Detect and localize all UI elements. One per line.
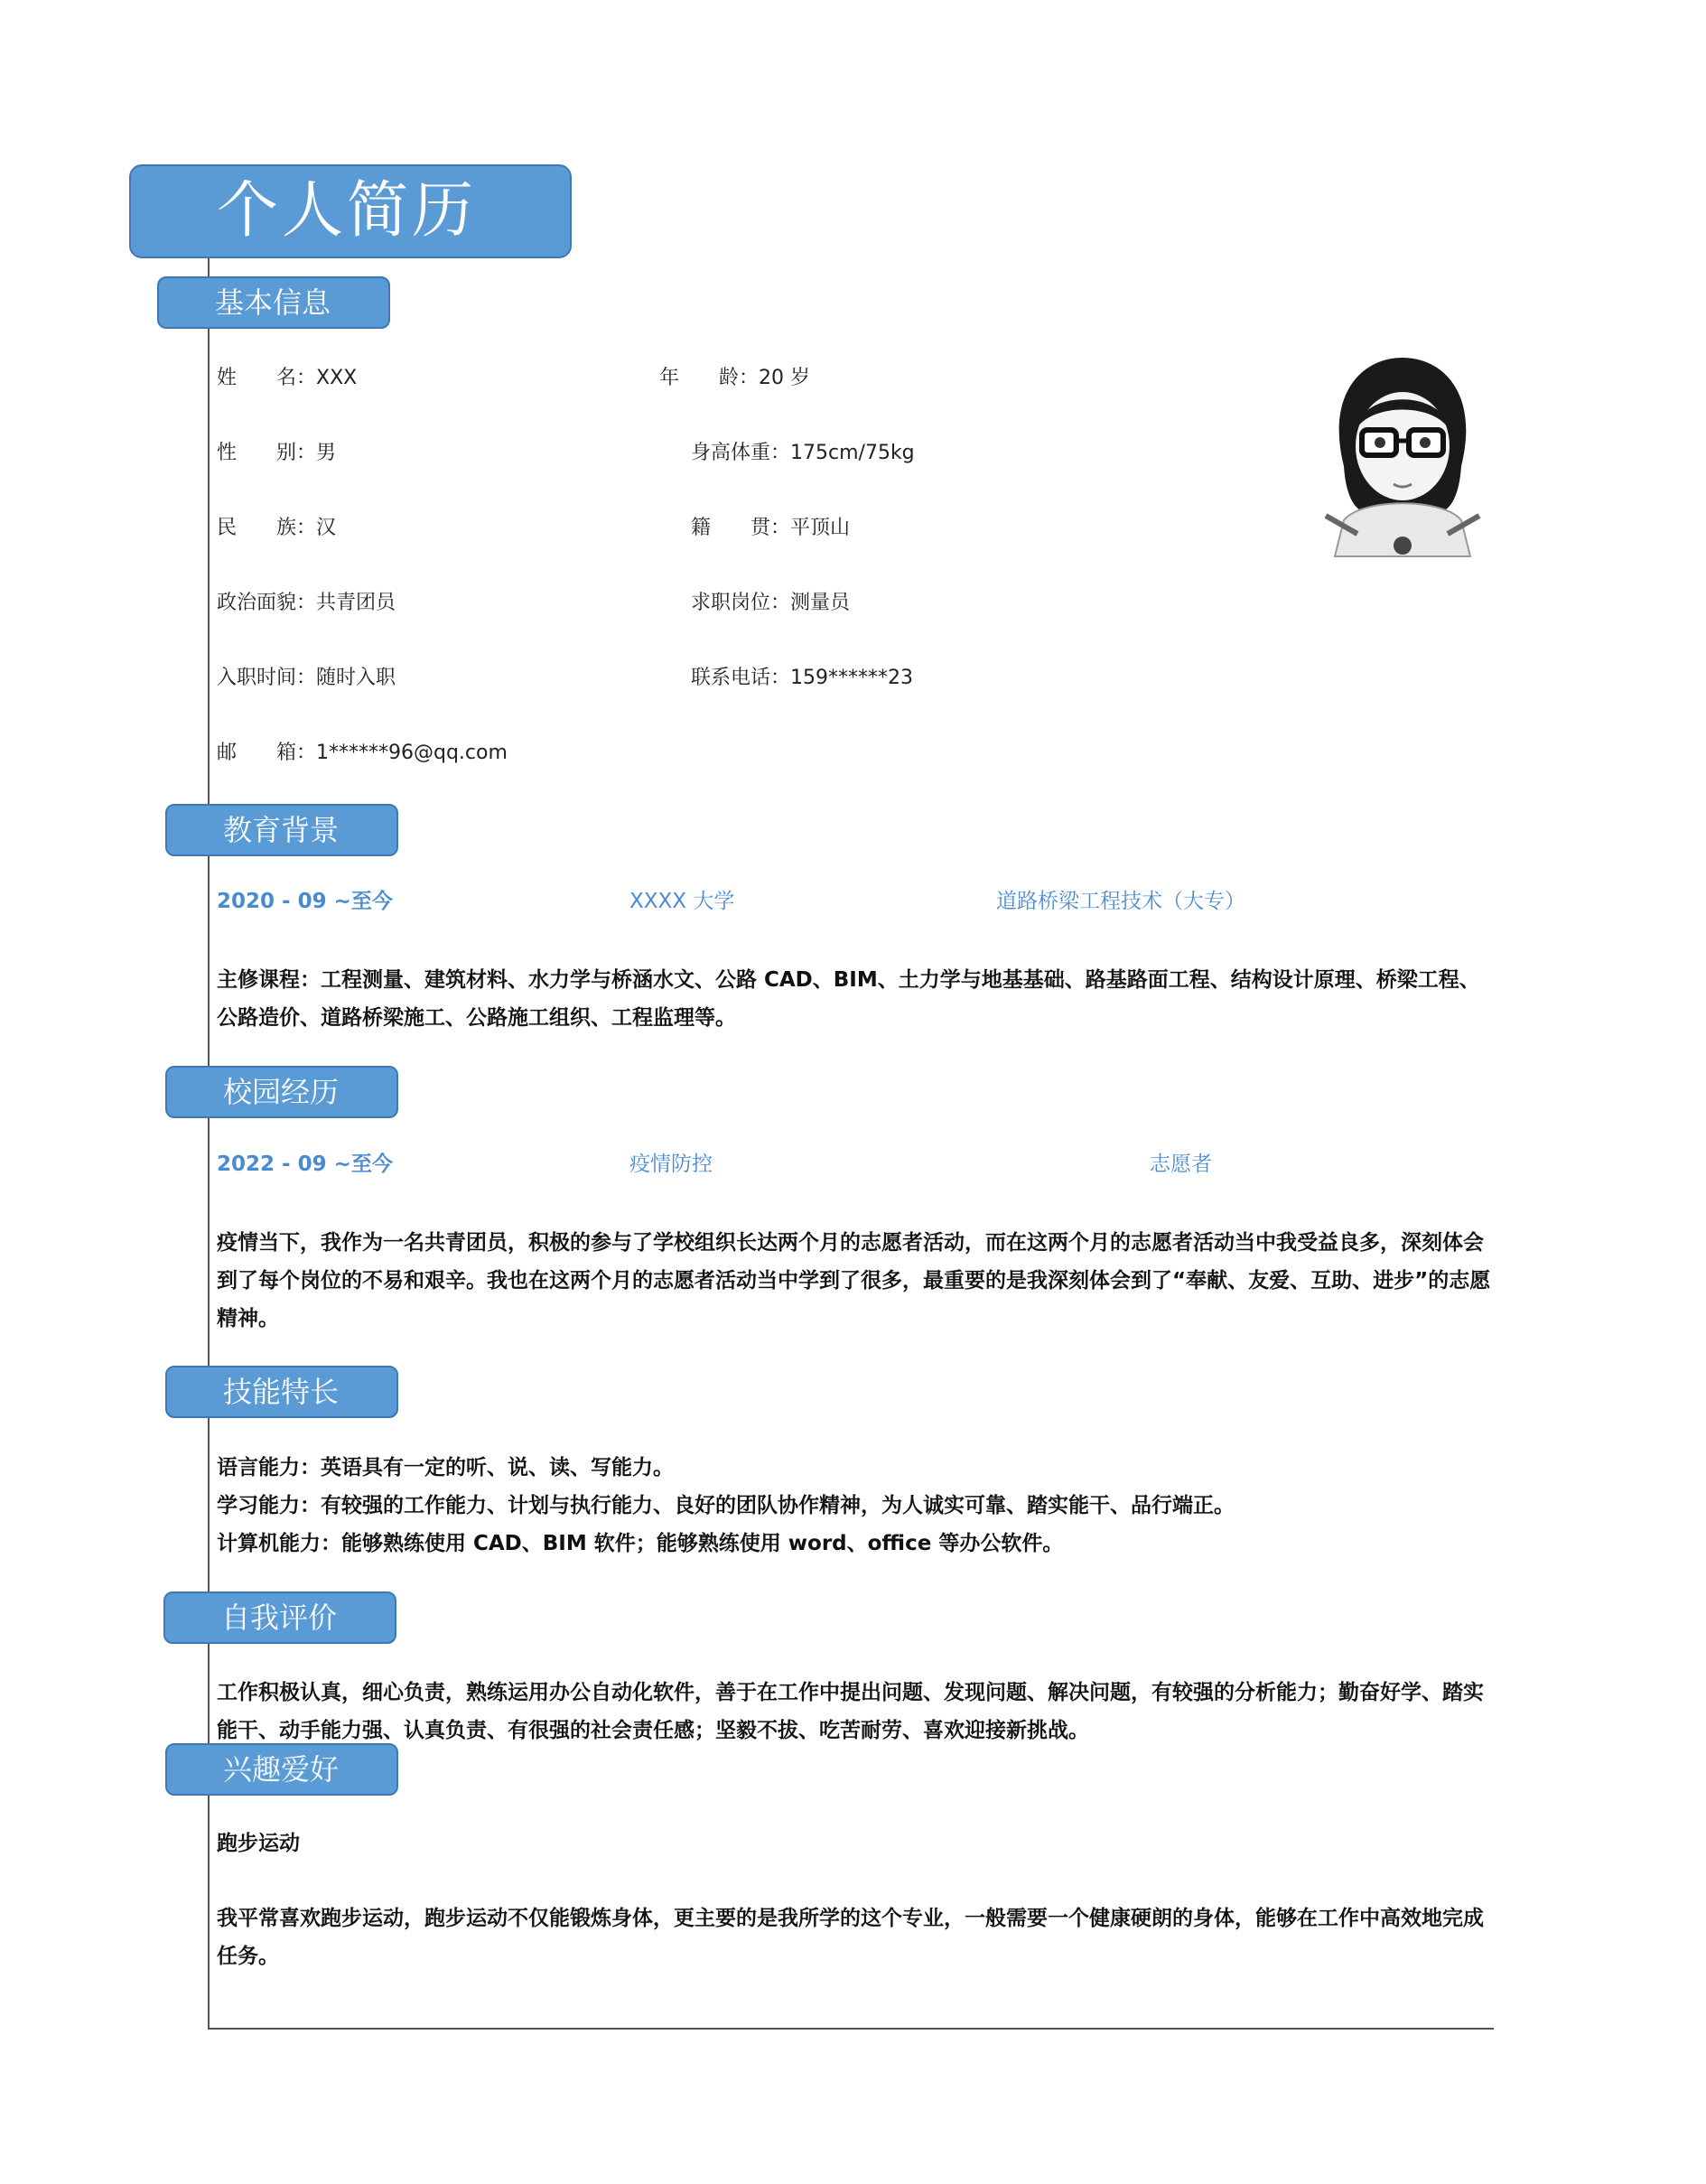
field-phone [691, 666, 913, 691]
field-position [691, 591, 850, 616]
section-header-skills: 技能特长 [165, 1366, 398, 1418]
campus-role: 志愿者 [1150, 1153, 1212, 1176]
field-label: 政治面貌： [217, 592, 317, 614]
field-label: 求职岗位： [691, 592, 791, 614]
field-age [659, 366, 810, 391]
skill-line: 计算机能力：能够熟练使用 CAD、BIM 软件；能够熟练使用 word、office 等办公软件。 [217, 1532, 1064, 1555]
education-major: 道路桥梁工程技术（大专） [996, 890, 1245, 913]
campus-date: 2022 - 09 ~至今 [217, 1153, 393, 1176]
section-header-self-eval: 自我评价 [163, 1591, 396, 1644]
avatar-photo [1308, 340, 1497, 565]
field-label: 联系电话： [691, 667, 791, 689]
field-value: 平顶山 [790, 517, 851, 539]
field-label: 性 别： [217, 442, 317, 464]
education-date: 2020 - 09 ~至今 [217, 890, 393, 913]
section-header-education: 教育背景 [165, 804, 398, 856]
field-political [217, 591, 396, 616]
field-name [217, 366, 357, 391]
field-label: 姓 名： [217, 367, 317, 389]
field-value: 男 [316, 442, 337, 464]
field-label: 籍 贯： [691, 517, 791, 539]
field-value: 测量员 [790, 592, 851, 614]
field-label: 身高体重： [691, 442, 791, 464]
bottom-divider [208, 2028, 1494, 2030]
field-origin [691, 516, 850, 541]
page-title: 个人简历 [217, 175, 478, 247]
field-height-weight [691, 441, 915, 466]
field-value: 20 岁 [759, 367, 811, 389]
field-value: 随时入职 [316, 667, 396, 689]
field-label: 年 龄： [659, 367, 760, 389]
field-gender [217, 441, 336, 466]
field-label: 邮 箱： [217, 742, 317, 764]
field-value: 175cm/75kg [790, 442, 915, 464]
campus-activity: 疫情防控 [629, 1153, 713, 1176]
field-ethnicity [217, 516, 336, 541]
field-value: 汉 [316, 517, 337, 539]
education-school: XXXX 大学 [629, 890, 735, 913]
hobby-title: 跑步运动 [217, 1832, 300, 1855]
field-value: 1******96@qq.com [316, 742, 508, 764]
hobby-description: 我平常喜欢跑步运动，跑步运动不仅能锻炼身体，更主要的是我所学的这个专业，一般需要一个健康硬朗的身体，能够在工作中高效地完成任务。 [217, 1907, 1484, 1968]
skill-line: 学习能力：有较强的工作能力、计划与执行能力、良好的团队协作精神，为人诚实可靠、踏实能干、品行端正。 [217, 1494, 1235, 1517]
field-value: 159******23 [790, 667, 914, 689]
education-courses: 主修课程：工程测量、建筑材料、水力学与桥涵水文、公路 CAD、BIM、土力学与地基基础、路基路面工程、结构设计原理、桥梁工程、公路造价、道路桥梁施工、公路施工组织、工程监理等。 [217, 968, 1480, 1030]
section-header-campus: 校园经历 [165, 1066, 398, 1118]
field-email [217, 741, 508, 766]
field-value: XXX [316, 367, 358, 389]
field-start [217, 666, 396, 691]
field-label: 民 族： [217, 517, 317, 539]
self-eval-text: 工作积极认真，细心负责，熟练运用办公自动化软件，善于在工作中提出问题、发现问题、解决问题，有较强的分析能力；勤奋好学、踏实能干、动手能力强、认真负责、有很强的社会责任感；坚毅不拔、吃苦耐劳、喜欢迎接新挑战。 [217, 1681, 1484, 1742]
campus-description: 疫情当下，我作为一名共青团员，积极的参与了学校组织长达两个月的志愿者活动，而在这两个月的志愿者活动当中我受益良多，深刻体会到了每个岗位的不易和艰辛。我也在这两个月的志愿者活动当中学到了很多，最重要的是我深刻体会到了“奉献、友爱、互助、进步”的志愿精神。 [217, 1231, 1491, 1330]
section-header-hobbies: 兴趣爱好 [165, 1743, 398, 1796]
section-header-basic: 基本信息 [157, 276, 390, 329]
field-label: 入职时间： [217, 667, 317, 689]
field-value: 共青团员 [316, 592, 396, 614]
skill-line: 语言能力：英语具有一定的听、说、读、写能力。 [217, 1456, 674, 1479]
